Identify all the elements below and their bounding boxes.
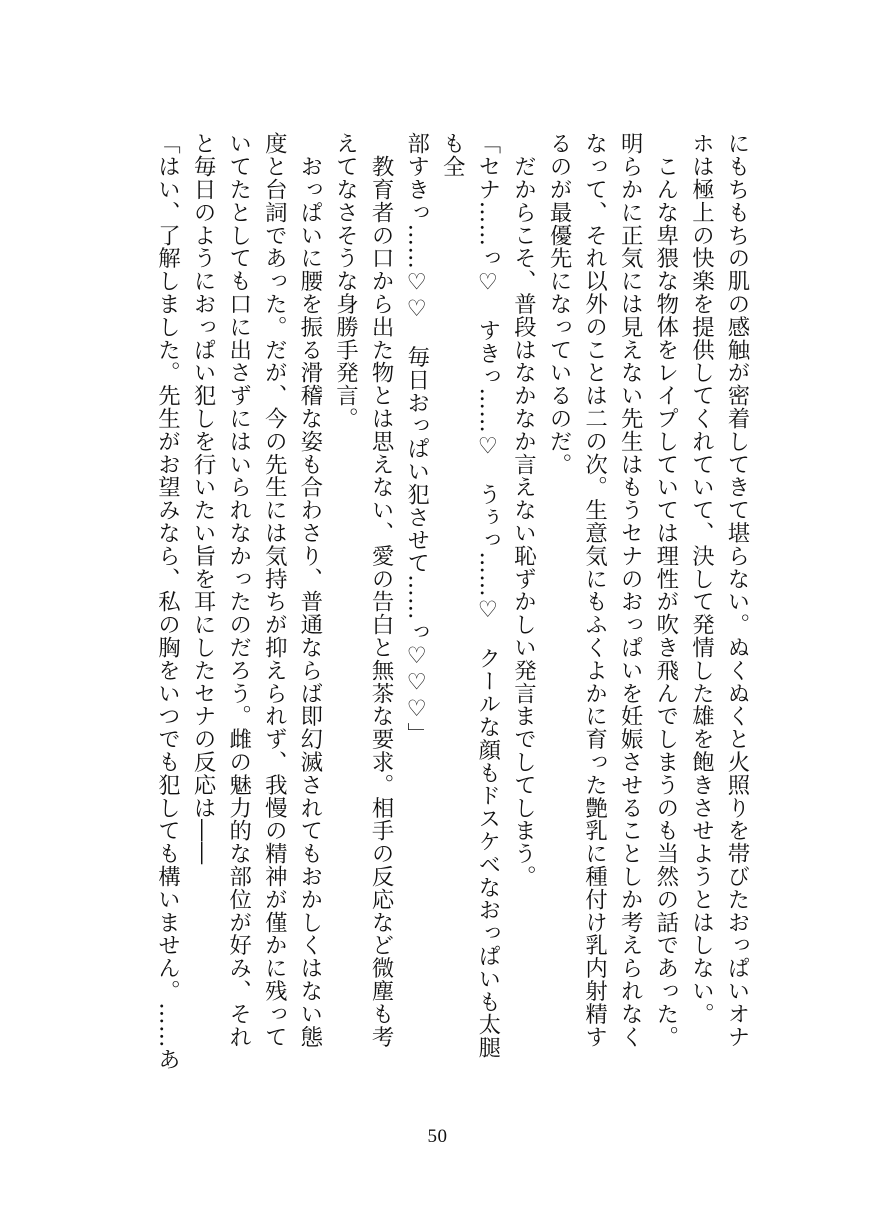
- text-line: 教育者の口から出た物とは思えない、愛の告白と無茶な要求。相手の反応など微塵も考: [368, 132, 395, 1048]
- text-line: 度と台詞であった。だが、今の先生には気持ちが抑えられず、我慢の精神が僅かに残って: [261, 132, 288, 1048]
- text-line: 「はい、了解しました。先生がお望みなら、私の胸をいつでも犯しても構いません。……あ: [154, 132, 181, 1071]
- text-line: にもちもちの肌の感触が密着してきて堪らない。ぬくぬくと火照りを帯びたおっぱいオナ: [724, 132, 750, 1048]
- page-number: 50: [427, 1126, 448, 1147]
- text-line: と毎日のようにおっぱい犯しを行いたい旨を耳にしたセナの反応は――: [190, 132, 217, 865]
- text-line: 部すきっ……♡♡ 毎日おっぱい犯させて……っ♡♡♡」: [403, 132, 430, 746]
- vertical-text-body: [154, 132, 754, 1072]
- text-line: いてたとしても口に出さずにはいられなかったのだろう。雌の魅力的な部位が好み、それ: [225, 132, 252, 1048]
- text-line: 「セナ……っ♡ すきっ……♡ うぅっ……♡ クールな顔もドスケベなおっぱいも太腿も全: [439, 132, 501, 1059]
- text-line: こんな卑猥な物体をレイプしていては理性が吹き飛んでしまうのも当然の話であった。: [652, 132, 679, 1048]
- text-line: なって、それ以外のことは二の次。生意気にもふくよかに育った艶乳に種付け乳内射精す: [581, 132, 608, 1048]
- text-line: ホは極上の快楽を提供してくれていて、決して発情した雄を飽きさせようとはしない。: [688, 132, 715, 1026]
- text-line: 明らかに正気には見えない先生はもうセナのおっぱいを妊娠させることしか考えられなく: [617, 132, 644, 1048]
- text-line: だからこそ、普段はなかなか言えない恥ずかしい発言までしてしまう。: [510, 132, 537, 888]
- text-line: おっぱいに腰を振る滑稽な姿も合わさり、普通ならば即幻滅されてもおかしくはない態: [296, 132, 323, 1048]
- text-line: るのが最優先になっているのだ。: [546, 132, 573, 476]
- text-line: えてなさそうな身勝手発言。: [332, 132, 359, 430]
